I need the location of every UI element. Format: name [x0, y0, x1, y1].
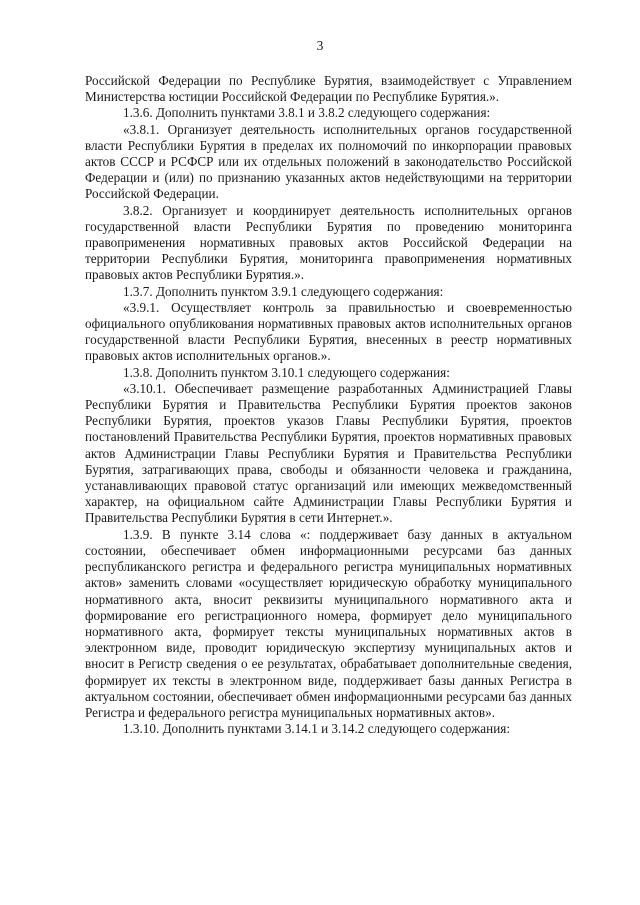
paragraph-item-1-3-9: 1.3.9. В пункте 3.14 слова «: поддерживает базу данных в актуальном состоянии, обеспечивает обмен информационными ресурсами баз данных республиканского регистра и федерального регистра муниципальных нормативных актов» заменить словами «осуществляет юридическую обработку муниципального нормативного акта, вносит реквизиты муниципального нормативного акта и формирование его регистрационного номера, формирует дело муниципального нормативного акта, формирует тексты муниципальных нормативных актов в электронном виде, проводит юридическую экспертизу муниципальных актов и вносит в Регистр сведения о ее результатах, обрабатывает дополнительные сведения, формирует их тексты в электронном виде, поддерживает базы данных Регистра в актуальном состоянии, обеспечивает обмен информационными ресурсами баз данных Регистра и федерального регистра муниципальных нормативных актов». — [85, 526, 572, 720]
paragraph-item-3-10-1: «3.10.1. Обеспечивает размещение разработанных Администрацией Главы Республики Бурятия и Правительства Республики Бурятия проектов законов Республики Бурятия, проектов указов Главы Республики Бурятия, проектов постановлений Правительства Республики Бурятия, проектов нормативных правовых актов Администрации Главы Республики Бурятия и Правительства Республики Бурятия, затрагивающих права, свободы и обязанности человека и гражданина, устанавливающих правовой статус организаций или имеющих межведомственный характер, на официальном сайте Администрации Главы Республики Бурятия и Правительства Республики Бурятия в сети Интернет.». — [85, 380, 572, 526]
paragraph-item-3-8-2: 3.8.2. Организует и координирует деятельность исполнительных органов государственной власти Республики Бурятия по проведению мониторинга правоприменения нормативных правовых актов Российской Федерации на территории Республики Бурятия, мониторинга правоприменения нормативных правовых актов Республики Бурятия.». — [85, 202, 572, 283]
paragraph-item-1-3-6: 1.3.6. Дополнить пунктами 3.8.1 и 3.8.2 следующего содержания: — [123, 105, 491, 121]
paragraph-item-3-8-1: «3.8.1. Организует деятельность исполнительных органов государственной власти Республики Бурятия в пределах их полномочий по инкорпорации правовых актов СССР и РСФСР или их отдельных положений в законодательство Российской Федерации и (или) по признанию указанных актов недействующими на территории Российской Федерации. — [85, 121, 572, 202]
paragraph-item-1-3-7: 1.3.7. Дополнить пунктом 3.9.1 следующего содержания: — [123, 283, 444, 299]
document-body — [85, 73, 572, 737]
paragraph-continuation: Российской Федерации по Республике Бурятия, взаимодействует с Управлением Министерства юстиции Российской Федерации по Республике Бурятия.». — [85, 73, 572, 105]
paragraph-item-3-9-1: «3.9.1. Осуществляет контроль за правильностью и своевременностью официального опубликования нормативных правовых актов исполнительных органов государственной власти Республики Бурятия, внесенных в реестр нормативных правовых актов исполнительных органов.». — [85, 299, 572, 364]
paragraph-item-1-3-8: 1.3.8. Дополнить пунктом 3.10.1 следующего содержания: — [123, 364, 450, 380]
paragraph-item-1-3-10: 1.3.10. Дополнить пунктами 3.14.1 и 3.14.2 следующего содержания: — [123, 721, 510, 737]
page-number: 3 — [316, 38, 324, 53]
